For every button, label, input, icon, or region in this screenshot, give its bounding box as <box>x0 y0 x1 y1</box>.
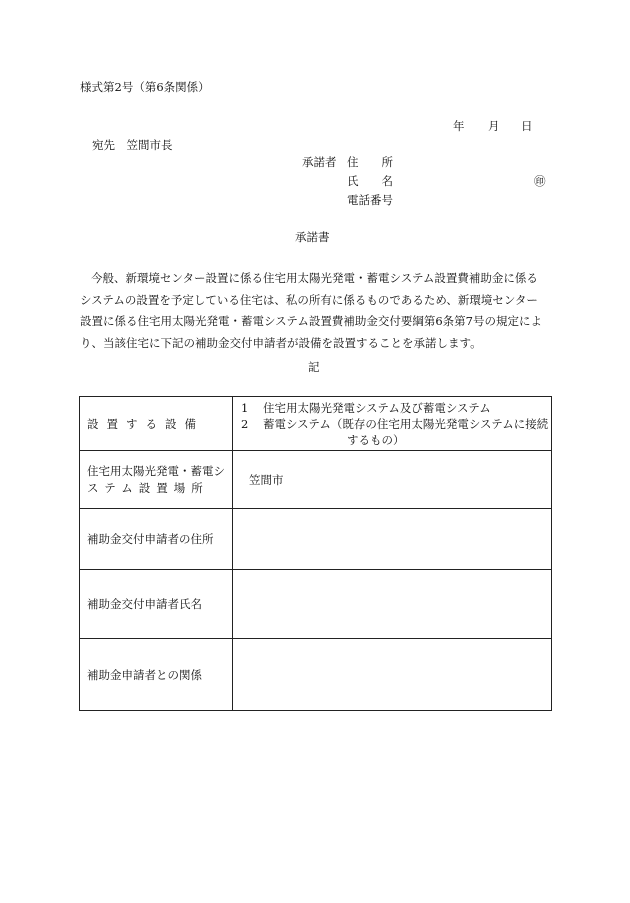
date-month-label: 月 <box>488 119 500 133</box>
table-row <box>80 570 552 639</box>
table-row <box>80 451 552 509</box>
table-row <box>80 639 552 711</box>
date-year-label: 年 <box>453 119 465 133</box>
item-number: 1 <box>241 400 249 415</box>
applicant-name-field[interactable] <box>233 570 552 639</box>
location-label-line: 住宅用太陽光発電・蓄電シ <box>87 463 225 478</box>
location-label-line: ステム設置場所 <box>87 480 209 495</box>
statement-line: システムの設置を予定している住宅は、私の所有に係るものであるため、新環境センター <box>80 292 538 307</box>
table-row <box>80 509 552 570</box>
relationship-field[interactable] <box>233 639 552 711</box>
applicant-address-label: 補助金交付申請者の住所 <box>80 509 233 570</box>
date-day-label: 日 <box>521 119 533 133</box>
name-label: 氏 名 <box>347 174 393 188</box>
details-table <box>79 396 552 711</box>
addressee: 宛先 笠間市長 <box>92 138 173 152</box>
item-text: 蓄電システム（既存の住宅用太陽光発電システムに接続 <box>263 416 549 431</box>
applicant-address-field[interactable] <box>233 509 552 570</box>
item-number: 2 <box>241 416 249 431</box>
form-number: 様式第2号（第6条関係） <box>80 80 210 94</box>
seal-mark: ㊞ <box>534 174 546 188</box>
consenter-label: 承諾者 <box>302 155 337 169</box>
item-continuation: するもの） <box>347 432 405 447</box>
consent-statement <box>80 268 554 354</box>
equipment-value-cell <box>233 397 552 451</box>
applicant-name-label: 補助金交付申請者氏名 <box>80 570 233 639</box>
document-title: 承諾書 <box>295 230 330 244</box>
location-label-cell <box>80 451 233 509</box>
equipment-label: 設置する設備 <box>87 416 204 431</box>
equipment-item <box>241 416 551 432</box>
equipment-label-cell <box>80 397 233 451</box>
note-heading: 記 <box>308 360 320 374</box>
statement-line: 今般、新環境センター設置に係る住宅用太陽光発電・蓄電システム設置費補助金に係る <box>91 271 538 285</box>
equipment-item <box>241 400 551 416</box>
item-text: 住宅用太陽光発電システム及び蓄電システム <box>263 400 491 415</box>
location-value[interactable]: 笠間市 <box>233 451 552 509</box>
table-row <box>80 397 552 451</box>
statement-line: 設置に係る住宅用太陽光発電・蓄電システム設置費補助金交付要綱第6条第7号の規定によ <box>80 314 542 328</box>
address-label: 住 所 <box>347 155 393 169</box>
relationship-label: 補助金申請者との関係 <box>80 639 233 711</box>
phone-label: 電話番号 <box>347 193 393 207</box>
statement-line: り、当該住宅に下記の補助金交付申請者が設備を設置することを承諾します。 <box>80 335 482 350</box>
